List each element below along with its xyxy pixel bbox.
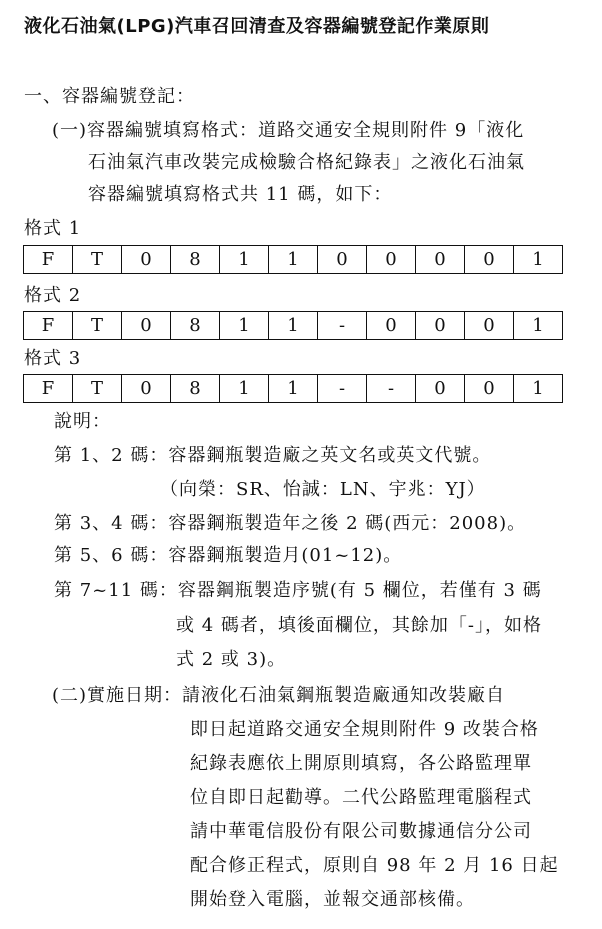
format-1-label: 格式 1 <box>24 218 82 239</box>
code-cell: F <box>24 312 73 340</box>
code-cell: 1 <box>220 375 269 403</box>
explain-line-2: （向榮：SR、怡誠：LN、宇兆：YJ） <box>160 479 486 500</box>
code-cell: 8 <box>171 375 220 403</box>
code-cell: 1 <box>514 375 563 403</box>
explain-line-7: 式 2 或 3)。 <box>176 649 287 670</box>
item-1-line-2: 石油氣汽車改裝完成檢驗合格紀錄表」之液化石油氣 <box>88 152 525 173</box>
code-cell: 1 <box>514 312 563 340</box>
code-cell: T <box>73 375 122 403</box>
code-cell: 0 <box>465 246 514 274</box>
code-cell: - <box>318 375 367 403</box>
code-cell: F <box>24 375 73 403</box>
section-2-line-7: 開始登入電腦，並報交通部核備。 <box>190 889 475 910</box>
code-cell: 0 <box>367 312 416 340</box>
code-cell: 8 <box>171 246 220 274</box>
code-cell: F <box>24 246 73 274</box>
code-cell: 0 <box>122 312 171 340</box>
code-cell: 1 <box>220 246 269 274</box>
code-cell: - <box>367 375 416 403</box>
code-cell: 0 <box>122 246 171 274</box>
code-cell: 1 <box>269 246 318 274</box>
code-cell: 0 <box>318 246 367 274</box>
code-cell: 8 <box>171 312 220 340</box>
code-cell: 1 <box>514 246 563 274</box>
code-cell: 1 <box>220 312 269 340</box>
code-cell: 0 <box>416 312 465 340</box>
section-2-line-5: 請中華電信股份有限公司數據通信分公司 <box>190 821 532 842</box>
code-cell: 0 <box>465 312 514 340</box>
format-1-table <box>23 245 563 274</box>
section-2-line-1: (二)實施日期：請液化石油氣鋼瓶製造廠通知改裝廠自 <box>52 685 506 706</box>
explain-line-6: 或 4 碼者，填後面欄位，其餘加「-」，如格 <box>176 615 542 636</box>
explain-heading: 說明： <box>54 411 111 432</box>
code-cell: 1 <box>269 312 318 340</box>
item-1-line-3: 容器編號填寫格式共 11 碼，如下： <box>88 184 393 205</box>
document-title: 液化石油氣(LPG)汽車召回清查及容器編號登記作業原則 <box>24 16 490 37</box>
code-cell: 0 <box>367 246 416 274</box>
code-cell: - <box>318 312 367 340</box>
section-1-heading: 一、容器編號登記： <box>24 86 195 107</box>
code-cell: T <box>73 312 122 340</box>
code-cell: 0 <box>416 246 465 274</box>
explain-line-1: 第 1、2 碼：容器鋼瓶製造廠之英文名或英文代號。 <box>54 445 492 466</box>
format-3-label: 格式 3 <box>24 348 82 369</box>
format-2-label: 格式 2 <box>24 285 82 306</box>
item-1-line-1: (一)容器編號填寫格式：道路交通安全規則附件 9「液化 <box>52 120 525 141</box>
code-cell: 0 <box>465 375 514 403</box>
section-2-line-4: 位自即日起勸導。二代公路監理電腦程式 <box>190 787 532 808</box>
explain-line-3: 第 3、4 碼：容器鋼瓶製造年之後 2 碼(西元：2008)。 <box>54 513 527 534</box>
explain-line-4: 第 5、6 碼：容器鋼瓶製造月(01~12)。 <box>54 545 403 566</box>
format-2-table <box>23 311 563 340</box>
code-cell: 0 <box>122 375 171 403</box>
code-cell: 1 <box>269 375 318 403</box>
code-cell: T <box>73 246 122 274</box>
section-2-line-6: 配合修正程式，原則自 98 年 2 月 16 日起 <box>190 855 559 876</box>
explain-line-5: 第 7~11 碼：容器鋼瓶製造序號(有 5 欄位，若僅有 3 碼 <box>54 580 542 601</box>
format-3-table <box>23 374 563 403</box>
section-2-line-2: 即日起道路交通安全規則附件 9 改裝合格 <box>190 719 539 740</box>
code-cell: 0 <box>416 375 465 403</box>
section-2-line-3: 紀錄表應依上開原則填寫，各公路監理單 <box>190 753 532 774</box>
